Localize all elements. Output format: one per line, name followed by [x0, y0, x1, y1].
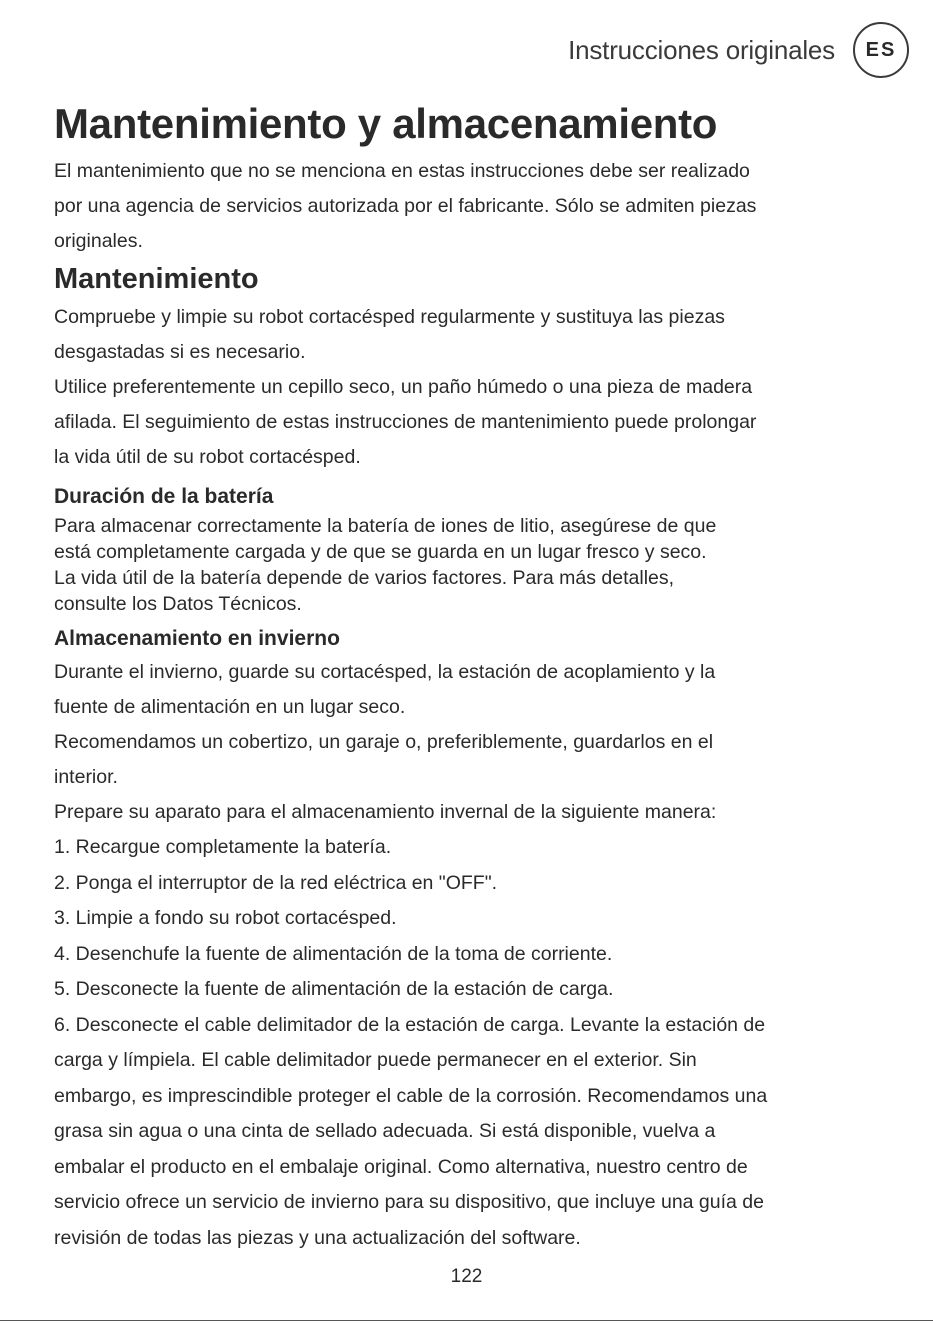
list-item: 5. Desconecte la fuente de alimentación de la estación de carga.: [54, 978, 614, 1000]
page-header: [568, 22, 909, 78]
battery-section: [54, 513, 884, 617]
winter-line: Durante el invierno, guarde su cortacésped, la estación de acoplamiento y la: [54, 661, 716, 683]
battery-heading: Duración de la batería: [54, 485, 274, 508]
maintenance-line: desgastadas si es necesario.: [54, 341, 306, 363]
battery-line: Para almacenar correctamente la batería de iones de litio, asegúrese de que: [54, 515, 717, 537]
list-item: grasa sin agua o una cinta de sellado adecuada. Si está disponible, vuelva a: [54, 1120, 716, 1142]
maintenance-heading: Mantenimiento: [54, 263, 259, 295]
battery-line: consulte los Datos Técnicos.: [54, 593, 302, 615]
intro-line: por una agencia de servicios autorizada por el fabricante. Sólo se admiten piezas: [54, 195, 757, 217]
list-item: servicio ofrece un servicio de invierno para su dispositivo, que incluye una guía de: [54, 1191, 764, 1213]
list-item: embargo, es imprescindible proteger el cable de la corrosión. Recomendamos una: [54, 1084, 768, 1107]
maintenance-line: Utilice preferentemente un cepillo seco, un paño húmedo o una pieza de madera: [54, 376, 753, 398]
battery-line: La vida útil de la batería depende de varios factores. Para más detalles,: [54, 567, 675, 589]
winter-line: Prepare su aparato para el almacenamiento invernal de la siguiente manera:: [54, 801, 717, 823]
winter-steps-list: [54, 830, 884, 1256]
winter-heading: Almacenamiento en invierno: [54, 627, 340, 650]
page-content: [54, 100, 884, 1256]
list-item: embalar el producto en el embalaje original. Como alternativa, nuestro centro de: [54, 1155, 748, 1178]
list-item: revisión de todas las piezas y una actualización del software.: [54, 1226, 581, 1249]
intro-paragraph: [54, 154, 884, 259]
maintenance-line: Compruebe y limpie su robot cortacésped regularmente y sustituya las piezas: [54, 306, 725, 328]
language-badge: ES: [853, 22, 909, 78]
winter-line: Recomendamos un cobertizo, un garaje o, preferiblemente, guardarlos en el: [54, 731, 714, 753]
list-item: 6. Desconecte el cable delimitador de la estación de carga. Levante la estación de: [54, 1013, 766, 1036]
list-item: 4. Desenchufe la fuente de alimentación de la toma de corriente.: [54, 942, 613, 965]
winter-line: interior.: [54, 766, 118, 788]
intro-line: El mantenimiento que no se menciona en estas instrucciones debe ser realizado: [54, 160, 750, 182]
maintenance-line: afilada. El seguimiento de estas instrucciones de mantenimiento puede prolongar: [54, 411, 757, 433]
list-item: 3. Limpie a fondo su robot cortacésped.: [54, 907, 397, 929]
winter-section: [54, 655, 884, 1256]
page-title: Mantenimiento y almacenamiento: [54, 100, 718, 147]
maintenance-section: [54, 300, 884, 475]
intro-line: originales.: [54, 230, 143, 252]
page-number: 122: [450, 1266, 483, 1287]
header-title: Instrucciones originales: [568, 34, 835, 65]
battery-line: está completamente cargada y de que se guarda en un lugar fresco y seco.: [54, 541, 707, 563]
list-item: 1. Recargue completamente la batería.: [54, 836, 392, 858]
winter-line: fuente de alimentación en un lugar seco.: [54, 696, 406, 718]
footer-divider: [0, 1320, 933, 1321]
list-item: carga y límpiela. El cable delimitador puede permanecer en el exterior. Sin: [54, 1049, 697, 1071]
list-item: 2. Ponga el interruptor de la red eléctrica en "OFF".: [54, 871, 498, 894]
maintenance-line: la vida útil de su robot cortacésped.: [54, 446, 361, 468]
